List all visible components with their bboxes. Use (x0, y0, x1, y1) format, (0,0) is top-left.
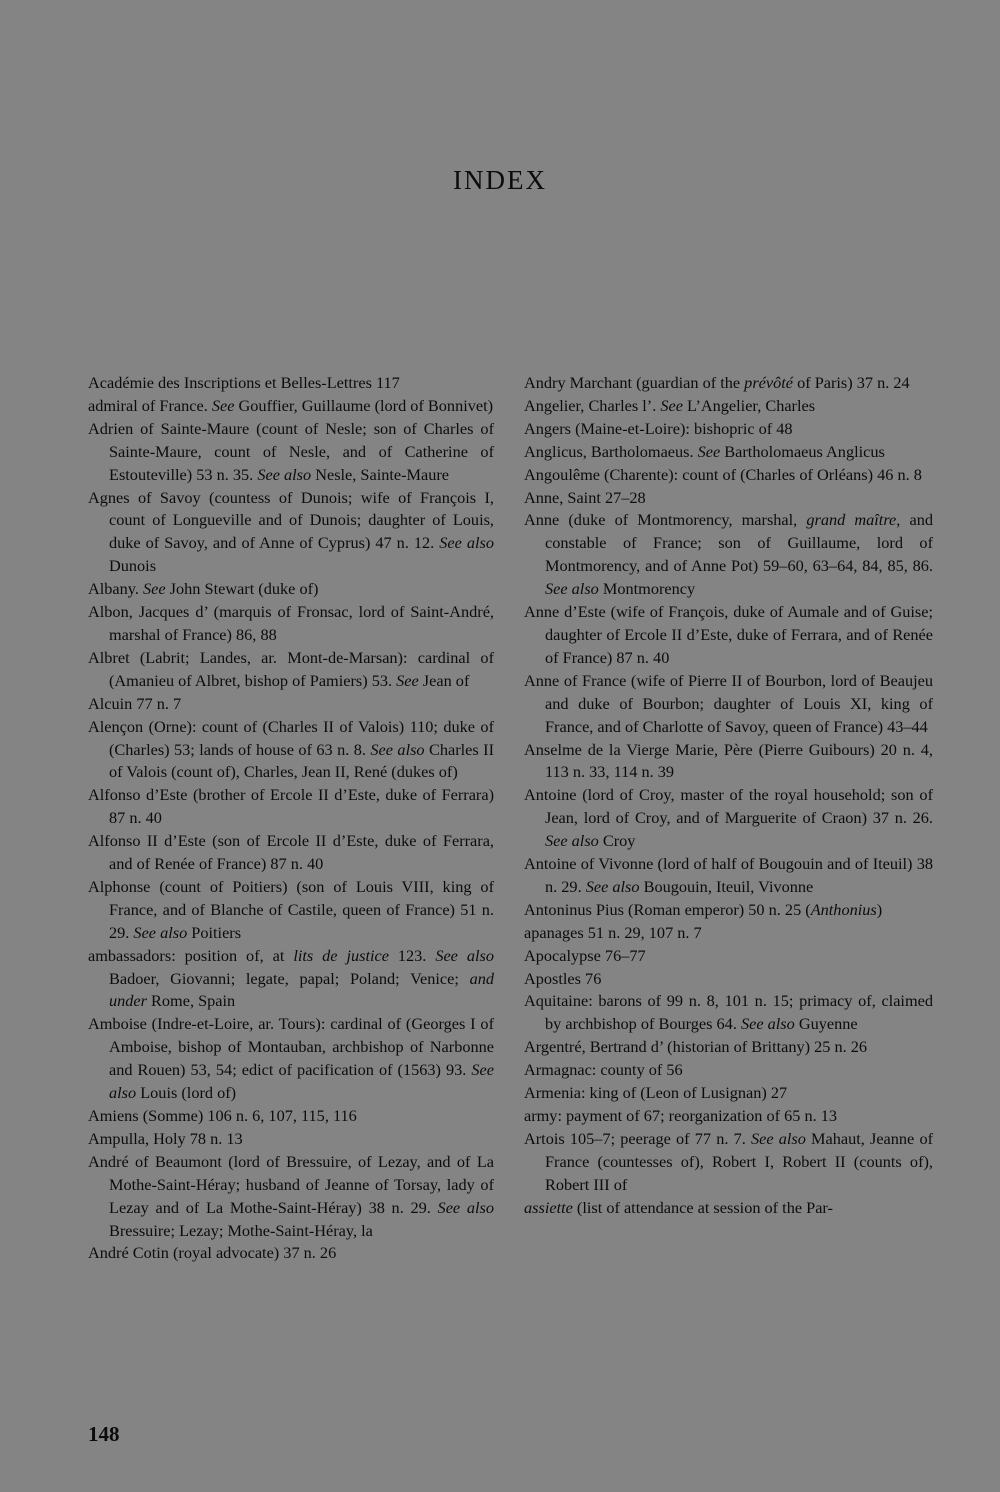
entry-italic-text: Anthonius (810, 899, 877, 919)
index-entry (524, 487, 933, 510)
entry-text: Alfonso d’Este (brother of Ercole II d’Este, duke of Ferrara) 87 n. 40 (88, 785, 494, 828)
index-entry (524, 1059, 933, 1082)
entry-italic-text: See also (585, 876, 640, 896)
entry-text: Andry Marchant (guardian of the (524, 373, 745, 392)
index-entry (524, 509, 933, 601)
entry-text: Charles II of Valois (count of), Charles, Jean II, René (dukes of) (109, 739, 495, 782)
index-entry (88, 784, 494, 830)
entry-text: Alphonse (count of Poitiers) (son of Louis VIII, king of France, and of Blanche of Castile, queen of France) 51 n. 29. (88, 876, 494, 942)
entry-text: Adrien of Sainte-Maure (count of Nesle; son of Charles of Sainte-Maure, count of Nesle, and of Catherine of Estouteville) 53 n. 35. (88, 418, 494, 484)
entry-italic-text: grand maître (806, 510, 897, 530)
index-entry (524, 464, 933, 487)
index-entry (524, 1197, 933, 1220)
index-entry (88, 418, 494, 487)
index-entry (88, 830, 494, 876)
index-entry (524, 853, 933, 899)
index-entry (88, 693, 494, 716)
entry-italic-text: See also (750, 1128, 806, 1148)
entry-text: Apocalypse 76–77 (524, 945, 646, 965)
entry-text: Anne, Saint 27–28 (524, 487, 646, 507)
index-entry (88, 876, 494, 945)
entry-italic-text: See also (439, 533, 494, 553)
index-entry (524, 1082, 933, 1105)
entry-text: Alençon (Orne): count of (Charles II of Valois) 110; duke of (Charles) 53; lands of house of 63 n. 8. (88, 716, 494, 759)
entry-text: Anne of France (wife of Pierre II of Bourbon, lord of Beaujeu and duke of Bourbon; daughter of Louis XI, king of France, and of Charlotte of Savoy, queen of France) 43–44 (524, 670, 933, 736)
entry-italic-text: See also (740, 1014, 795, 1034)
entry-text: Croy (598, 831, 636, 851)
entry-text: John Stewart (duke of) (165, 579, 319, 599)
entry-text: Antoine of Vivonne (lord of half of Bougouin and of Iteuil) 38 n. 29. (524, 854, 933, 896)
entry-text: of Paris) 37 n. 24 (793, 373, 910, 392)
entry-text: Mahaut, Jeanne of France (countesses of), Robert I, Robert II (counts of), Robert III of (545, 1128, 934, 1194)
index-entry (88, 372, 494, 395)
index-column-left (88, 372, 494, 1265)
entry-italic-text: See also (370, 739, 425, 759)
entry-text: Badoer, Giovanni; legate, papal; Poland; Venice; (109, 968, 470, 988)
entry-italic-text: assiette (524, 1197, 573, 1217)
entry-text: apanages 51 n. 29, 107 n. 7 (524, 922, 702, 942)
entry-text: L’Angelier, Charles (682, 395, 816, 415)
entry-text: Argentré, Bertrand d’ (historian of Brittany) 25 n. 26 (524, 1037, 868, 1057)
index-entry (88, 601, 494, 647)
entry-text: Académie des Inscriptions et Belles-Lettres 117 (88, 373, 400, 392)
entry-italic-text: See also (133, 922, 188, 942)
index-entry (524, 601, 933, 670)
entry-text: Gouffier, Guillaume (lord of Bonnivet) (234, 395, 494, 415)
entry-text: Amboise (Indre-et-Loire, ar. Tours): cardinal of (Georges I of Amboise, bishop of Montauban, archbishop of Narbonne and Rouen) 53, 54; edict of pacification of (1563) 93. (88, 1014, 494, 1080)
entry-text: (list of attendance at session of the Par- (572, 1197, 833, 1217)
index-entry (524, 899, 933, 922)
entry-text: , and constable of France; son of Guillaume, lord of Montmorency, and of Anne Pot) 59–60, 63–64, 84, 85, 86. (545, 510, 933, 576)
entry-text: Bougouin, Iteuil, Vivonne (639, 876, 814, 896)
entry-italic-text: See also (257, 464, 312, 484)
entry-text: Angers (Maine-et-Loire): bishopric of 48 (524, 418, 793, 438)
entry-text: Montmorency (598, 579, 696, 599)
entry-text: Alfonso II d’Este (son of Ercole II d’Este, duke of Ferrara, and of Renée of France) 87 n. 40 (88, 831, 494, 874)
index-entry (524, 922, 933, 945)
entry-italic-text: lits de justice (293, 945, 389, 965)
index-entry (524, 968, 933, 991)
entry-text: Bartholomaeus Anglicus (720, 441, 885, 461)
entry-text: Armenia: king of (Leon of Lusignan) 27 (524, 1083, 788, 1103)
entry-text: Anselme de la Vierge Marie, Père (Pierre Guibours) 20 n. 4, 113 n. 33, 114 n. 39 (524, 739, 933, 782)
index-entry (524, 418, 933, 441)
index-entry (88, 1128, 494, 1151)
index-entry (88, 578, 494, 601)
entry-text: Alcuin 77 n. 7 (88, 693, 182, 713)
index-entry (88, 1242, 494, 1265)
entry-text: Jean of (418, 670, 470, 690)
entry-text: André Cotin (royal advocate) 37 n. 26 (88, 1243, 337, 1263)
entry-text: André of Beaumont (lord of Bressuire, of Lezay, and of La Mothe-Saint-Héray; husband of Jeanne of Torsay, lady of Lezay and of La Mothe-Saint-Héray) 38 n. 29. (88, 1151, 494, 1217)
entry-text: Albon, Jacques d’ (marquis of Fronsac, lord of Saint-André, marshal of France) 86, 88 (88, 602, 494, 644)
entry-text: Anne (duke of Montmorency, marshal, (524, 510, 807, 530)
entry-text: Louis (lord of) (136, 1083, 237, 1103)
entry-text: Albany. (88, 579, 144, 599)
entry-text: Anne d’Este (wife of François, duke of Aumale and of Guise; daughter of Ercole II d’Este, duke of Ferrara, and of Renée of France) 87 n. 40 (524, 602, 933, 667)
index-entry (524, 990, 933, 1036)
entry-italic-text: See (396, 670, 419, 690)
entry-italic-text: prévôté (744, 373, 793, 392)
entry-text: Angelier, Charles l’. (524, 395, 661, 415)
index-entry (524, 784, 933, 853)
index-entry (88, 945, 494, 1014)
entry-text: Angoulême (Charente): count of (Charles of Orléans) 46 n. 8 (524, 464, 922, 484)
index-column-right (524, 372, 933, 1220)
index-entry (524, 739, 933, 785)
entry-text: ) (876, 899, 883, 919)
index-entry (524, 945, 933, 968)
index-entry (88, 487, 494, 579)
index-entry (88, 1151, 494, 1243)
entry-text: Amiens (Somme) 106 n. 6, 107, 115, 116 (88, 1106, 357, 1125)
index-entry (524, 670, 933, 739)
entry-italic-text: See also (109, 1060, 494, 1103)
index-entry (88, 395, 494, 418)
entry-text: army: payment of 67; reorganization of 65 n. 13 (524, 1106, 838, 1125)
entry-italic-text: and under (109, 968, 494, 1011)
entry-italic-text: See also (545, 579, 599, 599)
index-entry (88, 1105, 494, 1128)
entry-italic-text: See (697, 441, 721, 461)
entry-text: Armagnac: county of 56 (524, 1060, 683, 1080)
index-entry (524, 1128, 933, 1197)
index-entry (88, 1013, 494, 1105)
page-title: INDEX (453, 165, 547, 195)
index-entry (524, 372, 933, 395)
index-entry (524, 1105, 933, 1128)
entry-text: Nesle, Sainte-Maure (311, 464, 450, 484)
entry-text: 123. (388, 945, 436, 965)
index-entry (524, 395, 933, 418)
entry-text: Poitiers (187, 922, 242, 942)
entry-text: Aquitaine: barons of 99 n. 8, 101 n. 15; primacy of, claimed by archbishop of Bourges 64. (524, 991, 933, 1034)
entry-text: ambassadors: position of, at (88, 945, 294, 965)
entry-text: Dunois (109, 556, 157, 576)
entry-text: Antoine (lord of Croy, master of the royal household; son of Jean, lord of Croy, and of Marguerite of Craon) 37 n. 26. (524, 785, 933, 828)
index-entry (524, 1036, 933, 1059)
page-number: 148 (88, 1422, 120, 1446)
entry-italic-text: See also (545, 831, 599, 851)
index-entry (88, 647, 494, 693)
entry-italic-text: See (143, 579, 166, 599)
entry-text: Bressuire; Lezay; Mothe-Saint-Héray, la (109, 1220, 373, 1240)
entry-italic-text: See (211, 395, 235, 415)
entry-text: Guyenne (794, 1014, 858, 1034)
entry-italic-text: See also (437, 1197, 494, 1217)
entry-text: Ampulla, Holy 78 n. 13 (88, 1128, 243, 1148)
entry-italic-text: See (660, 395, 683, 415)
entry-text: Antoninus Pius (Roman emperor) 50 n. 25 ( (524, 899, 811, 919)
entry-text: admiral of France. (88, 395, 212, 415)
entry-italic-text: See also (435, 945, 494, 965)
entry-text: Apostles 76 (524, 968, 602, 988)
entry-text: Agnes of Savoy (countess of Dunois; wife of François I, count of Longueville and of Dunois; daughter of Louis, duke of Savoy, and of Anne of Cyprus) 47 n. 12. (88, 487, 494, 553)
entry-text: Anglicus, Bartholomaeus. (524, 441, 698, 461)
entry-text: Albret (Labrit; Landes, ar. Mont-de-Marsan): cardinal of (Amanieu of Albret, bishop of Pamiers) 53. (88, 647, 494, 690)
entry-text: Rome, Spain (146, 991, 236, 1011)
entry-text: Artois 105–7; peerage of 77 n. 7. (524, 1128, 751, 1148)
index-entry (524, 441, 933, 464)
index-entry (88, 716, 494, 785)
